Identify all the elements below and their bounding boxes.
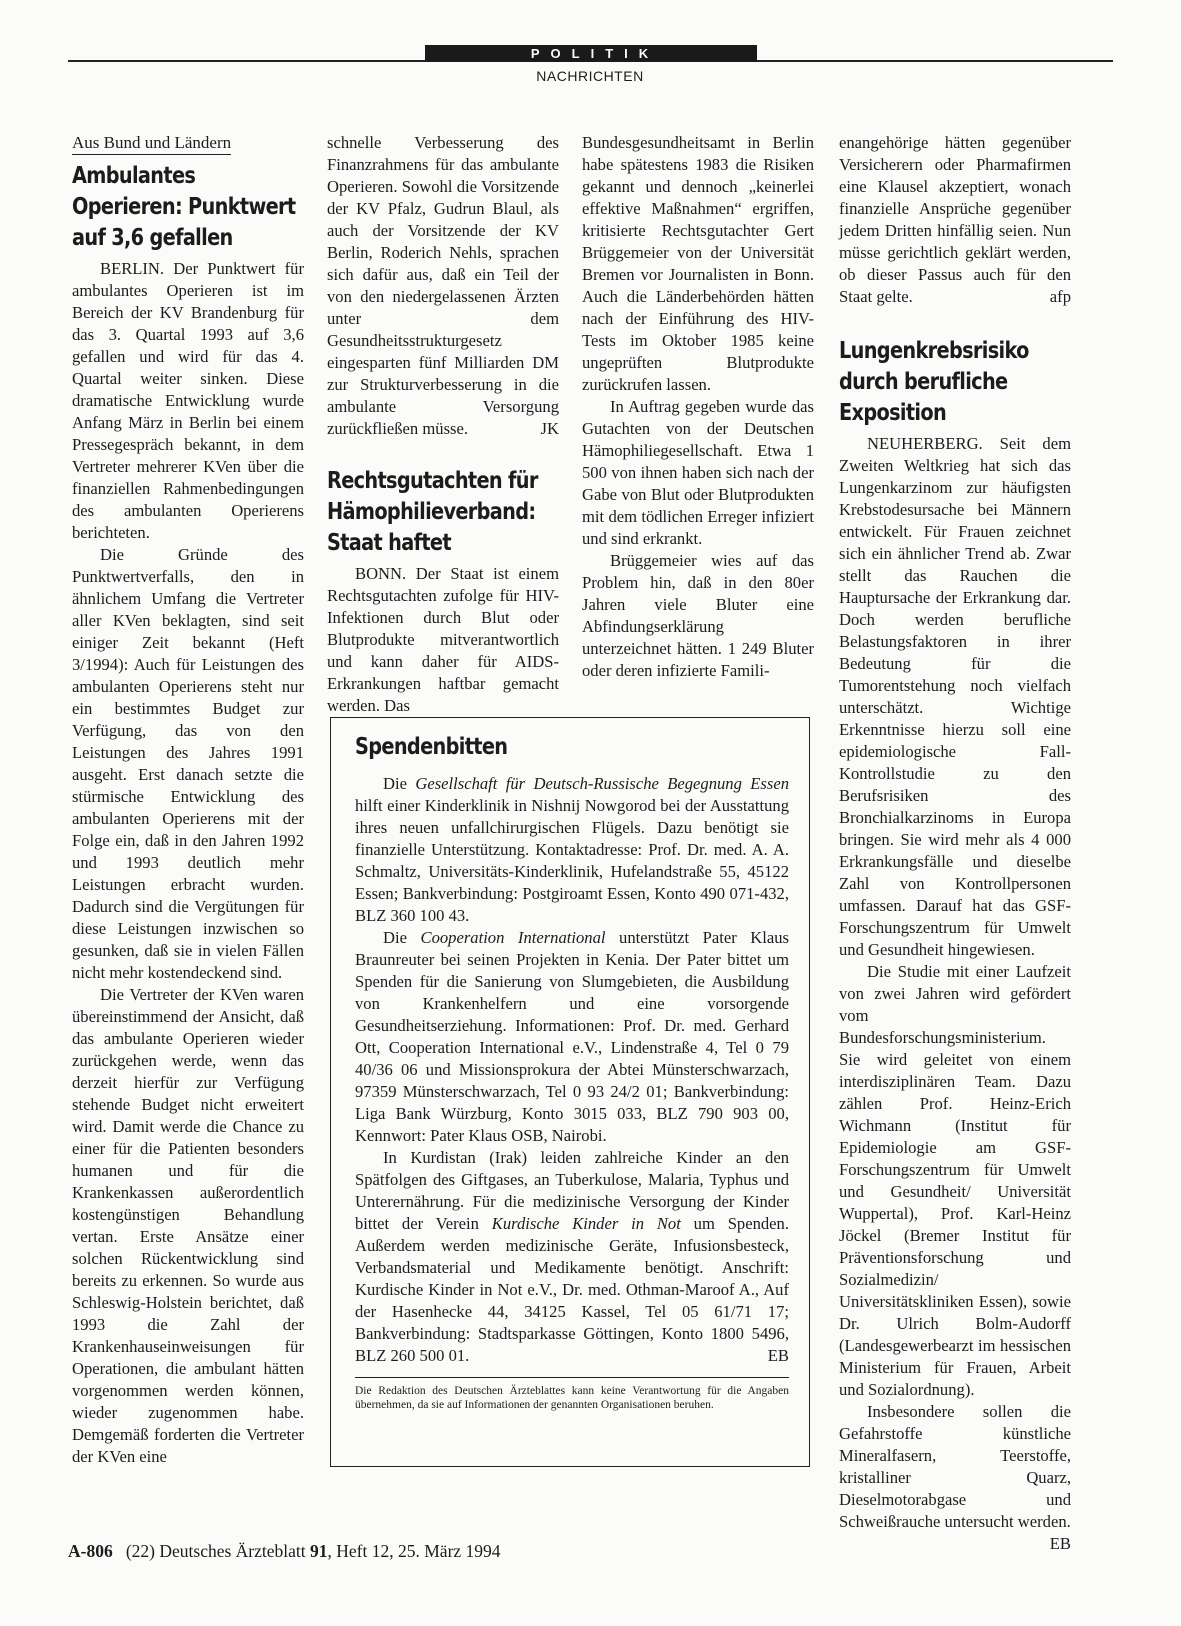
box-paragraph: In Kurdistan (Irak) leiden zahlreiche Kinder an den Spätfolgen des Giftgases, an Tuberkulose, Malaria, Typhus und Unterernährung. Für die medizinische Versorgung der Kinder bittet der Verein Kurdische Kinder in Not um Spenden. Außerdem werden medizinische Geräte, Infusionsbesteck, Verbandsmaterial und Medikamente benötigt. Anschrift: Kurdische Kinder in Not e.V., Dr. med. Othman-Maroof A., Auf der Hasenhecke 44, 34125 Kassel, Tel 05 61/71 17; Bankverbindung: Stadtsparkasse Göttingen, Konto 1800 5496, BLZ 260 500 01. EB bbox=[355, 1148, 789, 1365]
article-paragraph: Bundesgesundheitsamt in Berlin habe spätestens 1983 die Risiken gekannt und dennoch „keinerlei effektive Maßnahmen“ ergriffen, kritisierte Rechtsgutachter Gert Brüggemeier von der Universität Bremen vor Journalisten in Bonn. Auch die Länderbehörden hätten nach der Einführung des HIV-Tests im Oktober 1985 keine ungeprüften Blutprodukte zurückrufen lassen. bbox=[582, 133, 814, 394]
editorial-disclaimer: Die Redaktion des Deutschen Ärzteblattes kann keine Verantwortung für die Angaben übernehmen, da sie auf Informationen der genannten Organisationen beruhen. bbox=[355, 1377, 789, 1412]
continuation-text: schnelle Verbesserung des Finanzrahmens für das ambulante Operieren. Sowohl die Vorsitzende der KV Pfalz, Gudrun Blaul, als auch der Vorsitzende der KV Berlin, Roderich Nehls, sprachen sich dafür aus, daß ein Teil der von den niedergelassenen Ärzten unter dem Gesundheitsstrukturgesetz eingesparten fünf Milliarden DM zur Strukturverbesserung in die ambulante Versorgung zurückfließen müsse. bbox=[327, 133, 559, 438]
section-label: POLITIK bbox=[425, 45, 757, 62]
issue-date: Heft 12, 25. März 1994 bbox=[336, 1541, 501, 1561]
kicker: Aus Bund und Ländern bbox=[72, 132, 231, 155]
article-headline-lungenkrebsrisiko: Lungenkrebsrisiko durch berufliche Exposition bbox=[839, 338, 1029, 426]
box-paragraph: Die Gesellschaft für Deutsch-Russische Begegnung Essen hilft einer Kinderklinik in Nishnij Nowgorod bei der Ausstattung ihres neuen unfallchirurgischen Flügels. Dazu benötigt sie finanzielle Unterstützung. Kontaktadresse: Prof. Dr. med. A. A. Schmaltz, Universitäts-Kinderklinik, Hufelandstraße 55, 45122 Essen; Bankverbindung: Postgiroamt Essen, Konto 490 071-432, BLZ 360 100 43. bbox=[355, 774, 790, 925]
column-1 bbox=[72, 132, 304, 1468]
article-headline-ambulantes-operieren: Ambulantes Operieren: Punktwert auf 3,6 gefallen bbox=[72, 163, 296, 251]
subsection-label: NACHRICHTEN bbox=[536, 68, 644, 84]
article-paragraph: Die Gründe des Punktwertverfalls, den in ähnlichem Umfang die Vertreter aller KVen beklagten, sind seit einiger Zeit bekannt (Heft 3/1994): Auch für Leistungen des ambulanten Operierens steht nur ein bestimmtes Budget zur Verfügung, das von den Leistungen des Jahres 1991 ausgeht. Erst danach setzte die stürmische Entwicklung des ambulanten Operierens mit der Folge ein, daß in den Jahren 1992 und 1993 deutlich mehr Leistungen erbracht wurden. Dadurch sind die Vergütungen für diese Leistungen inzwischen so gesunken, daß sie in vielen Fällen nicht mehr kostendeckend sind. bbox=[72, 545, 304, 982]
article-paragraph bbox=[327, 132, 559, 440]
column-4 bbox=[839, 132, 1071, 1555]
author-signature: JK bbox=[540, 419, 559, 438]
author-signature: EB bbox=[1049, 1534, 1071, 1553]
donation-appeals-box bbox=[330, 717, 810, 1467]
article-paragraph: BERLIN. Der Punktwert für ambulantes Operieren ist im Bereich der KV Brandenburg für das 3. Quartal 1993 auf 3,6 gefallen und wird für das 4. Quartal weiter sinken. Diese dramatische Entwicklung wurde Anfang März in Berlin bei einem Pressegespräch bekannt, in dem Vertreter mehrerer KVen über die finanziellen Rahmenbedingungen des ambulanten Operierens berichteten. bbox=[72, 259, 304, 542]
article-paragraph: NEUHERBERG. Seit dem Zweiten Weltkrieg hat sich das Lungenkarzinom zur häufigsten Krebstodesursache bei Männern entwickelt. Für Frauen zeichnet sich ein ähnlicher Trend ab. Zwar stellt das Rauchen die Hauptursache der Erkrankung dar. Doch werden berufliche Belastungsfaktoren in ihrer Bedeutung für die Tumorentstehung noch vielfach unterschätzt. Wichtige Erkenntnisse hierzu soll eine epidemiologische Fall-Kontrollstudie zu den Berufsrisiken des Bronchialkarzinoms in Europa bringen. Sie wird mehr als 4 000 Erkrankungsfälle und dieselbe Zahl von Kontrollpersonen umfassen. Darauf hat das GSF-Forschungszentrum für Umwelt und Gesundheit hingewiesen. bbox=[839, 434, 1071, 959]
article-paragraph: Brüggemeier wies auf das Problem hin, daß in den 80er Jahren viele Bluter eine Abfindungserklärung unterzeichnet hätten. 1 249 Bluter oder deren infizierte Famili- bbox=[582, 551, 814, 680]
column-3 bbox=[582, 132, 814, 682]
journal-name: Deutsches Ärzteblatt bbox=[159, 1541, 306, 1561]
article-paragraph: Die Studie mit einer Laufzeit von zwei Jahren wird gefördert vom Bundesforschungsministerium. Sie wird geleitet von einem interdisziplinären Team. Dazu zählen Prof. Heinz-Erich Wichmann (Institut für Epidemiologie am GSF-Forschungszentrum für Umwelt und Gesundheit/ Universität Wuppertal), Prof. Karl-Heinz Jöckel (Bremer Institut für Präventionsforschung und Sozialmedizin/ Universitätskliniken Essen), sowie Dr. Ulrich Bolm-Audorff (Landesgewerbearzt im hessischen Ministerium für Frauen, Arbeit und Sozialordnung). bbox=[839, 962, 1071, 1399]
box-headline: Spendenbitten bbox=[355, 734, 508, 760]
article-paragraph: Die Vertreter der KVen waren übereinstimmend der Ansicht, daß das ambulante Operieren wieder zurückgehen werde, wenn das derzeit hierfür zur Verfügung stehende Budget nicht erweitert wird. Damit werde die Chance zu einer für die Patienten besonders humanen und für die Krankenkassen außerordentlich kostengünstigen Behandlung vertan. Erste Ansätze einer solchen Rückentwicklung sind bereits zu erkennen. So wurde aus Schleswig-Holstein berichtet, daß 1993 die Zahl der Krankenhauseinweisungen für Operationen, die ambulant hätten vorgenommen werden können, wieder zugenommen habe. Demgemäß forderten die Vertreter der KVen eine bbox=[72, 985, 304, 1466]
author-signature: afp bbox=[1049, 287, 1071, 306]
column-2 bbox=[327, 132, 559, 717]
author-signature: EB bbox=[767, 1346, 789, 1365]
volume-number: 91 bbox=[310, 1541, 328, 1561]
article-paragraph: BONN. Der Staat ist einem Rechtsgutachten zufolge für HIV-Infektionen durch Blut oder Blutprodukte mitverantwortlich und kann daher für AIDS-Erkrankungen haftbar gemacht werden. Das bbox=[327, 564, 559, 715]
page-number: (22) bbox=[125, 1541, 155, 1561]
article-paragraph bbox=[839, 132, 1071, 308]
continuation-text: enangehörige hätten gegenüber Versicherern oder Pharmafirmen eine Klausel akzeptiert, wonach finanzielle Ansprüche gegenüber jedem Dritten hinfällig seien. Nun müsse gerichtlich geklärt werden, ob dieser Passus auch für den Staat gelte. bbox=[839, 133, 1071, 306]
article-paragraph: Insbesondere sollen die Gefahrstoffe künstliche Mineralfasern, Teerstoffe, kristalliner Quarz, Dieselmotorabgase und Schweißrauche untersucht werden. EB bbox=[839, 1402, 1071, 1553]
box-paragraph: Die Cooperation International unterstützt Pater Klaus Braunreuter bei seinen Projekten in Kenia. Der Pater bittet um Spenden für die Sanierung von Slumgebieten, die Ausbildung von Krankenhelfern und eine vorsorgende Gesundheitserziehung. Informationen: Prof. Dr. med. Gerhard Ott, Cooperation International e.V., Lindenstraße 4, Tel 0 79 40/36 06 und Missionsprokura der Abtei Münsterschwarzach, 97359 Münsterschwarzach, Tel 0 93 24/2 01; Bankverbindung: Liga Bank Würzburg, Konto 3015 033, BLZ 790 903 00, Kennwort: Pater Klaus OSB, Nairobi. bbox=[355, 928, 789, 1145]
article-paragraph: In Auftrag gegeben wurde das Gutachten von der Deutschen Hämophiliegesellschaft. Etwa 1 500 von ihnen haben sich nach der Gabe von Blut oder Blutprodukten mit dem tödlichen Erreger infiziert und sind erkrankt. bbox=[582, 397, 814, 548]
page-footer: A-806 (22) Deutsches Ärzteblatt 91, Heft 12, 25. März 1994 bbox=[68, 1541, 501, 1561]
page-code: A-806 bbox=[68, 1541, 113, 1561]
article-headline-rechtsgutachten: Rechtsgutachten für Hämophilieverband: Staat haftet bbox=[327, 468, 538, 556]
